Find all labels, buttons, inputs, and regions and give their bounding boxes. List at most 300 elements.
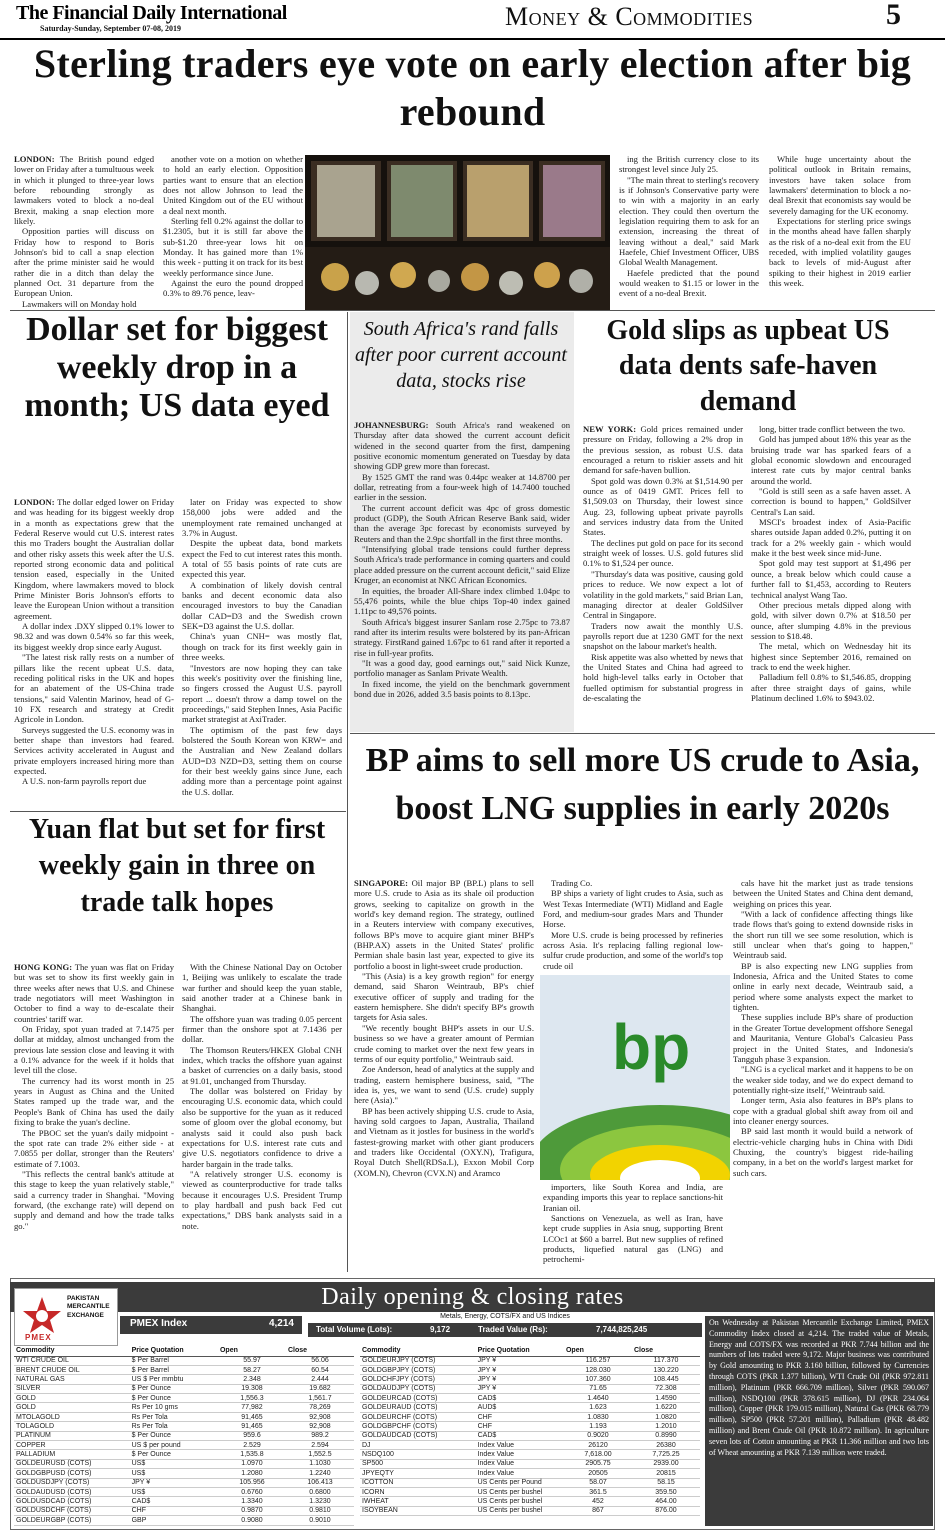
dollar-col-2 — [182, 497, 342, 810]
table-cell: 0.6760 — [218, 1487, 286, 1496]
table-cell: MTOLAGOLD — [14, 1412, 130, 1421]
table-cell: 2905.75 — [564, 1459, 632, 1468]
table-cell: 117.370 — [632, 1356, 700, 1365]
table-cell: US $ per pound — [130, 1441, 218, 1450]
table-cell: 1,535.8 — [218, 1450, 286, 1459]
story-paragraph: In equities, the broader All-Share index climbed 1.04pc to 55,476 points, while the blue chips Top-40 index gained 1.11pc to 49,576 points. — [354, 585, 570, 617]
table-cell: 1.0830 — [564, 1412, 632, 1421]
table-cell: BRENT CRUDE OIL — [14, 1365, 130, 1374]
table-row — [14, 1384, 354, 1393]
table-cell: 959.6 — [218, 1431, 286, 1440]
table-cell: 1.4640 — [564, 1394, 632, 1403]
cash-drawer-photo — [305, 155, 610, 310]
story-paragraph: Trading Co. — [551, 878, 593, 888]
table-cell: SP500 — [360, 1459, 476, 1468]
story-paragraph: China's yuan CNH= was mostly flat, though on track for its first weekly gain in three weeks. — [182, 631, 342, 663]
table-row — [360, 1487, 700, 1496]
story-paragraph: "This reflects the central bank's attitude at this stage to keep the yuan relatively stable," said a currency trader in Shanghai. "Moving forward, (the exchange rate) will depend on supply and demand and how the trade talks go." — [14, 1168, 174, 1231]
table-cell: 2.444 — [286, 1375, 354, 1384]
story-paragraph: In fixed income, the yield on the benchmark government bond due in 2026, added 3.5 basis points to 8.13pc. — [354, 678, 570, 699]
table-row — [14, 1403, 354, 1412]
story-paragraph: The optimism of the past few days bolstered the South Korean won KRW= and the Australian and New Zealand dollars AUD=D3 NZD=D3, setting them on course for their best weekly gains since June, each adding more than a percentage point against the U.S. dollar. — [182, 724, 342, 797]
table-cell: 1,552.5 — [286, 1450, 354, 1459]
index-label: PMEX Index — [130, 1318, 188, 1329]
table-cell: 92,908 — [286, 1422, 354, 1431]
table-row — [14, 1431, 354, 1440]
traded-label: Traded Value (Rs): — [478, 1325, 548, 1334]
story-paragraph: Longer term, Asia also features in BP's plans to cope with a gradual global shift away from oil and into cleaner energy sources. — [733, 1095, 913, 1126]
story-paragraph: BP ships a variety of light crudes to Asia, such as West Texas Intermediate (WTI) Midland and Eagle Ford, and medium-sour grades Mars and Thunder Horse. — [543, 888, 723, 930]
table-cell: $ Per Ounce — [130, 1431, 218, 1440]
table-cell: 0.8990 — [632, 1431, 700, 1440]
story-paragraph: another vote on a motion on whether to hold an early election. Opposition parties want to ensure that an election does not allow Johnson to lead the United Kingdom out of the EU without a deal next month. — [163, 154, 303, 216]
table-cell: 1.4590 — [632, 1394, 700, 1403]
table-cell: 867 — [564, 1506, 632, 1515]
table-row — [360, 1384, 700, 1393]
story-paragraph: importers, like South Korea and India, are expanding imports this year to replace sanctions-hit Iranian oil. — [543, 1182, 723, 1213]
table-cell: GOLDEURCAD (COTS) — [360, 1394, 476, 1403]
table-cell: 58.07 — [564, 1478, 632, 1487]
table-cell: 464.00 — [632, 1497, 700, 1506]
table-cell: GOLDCHFJPY (COTS) — [360, 1375, 476, 1384]
table-row — [14, 1450, 354, 1459]
story-paragraph: Opposition parties will discuss on Friday how to respond to Boris Johnson's bid to call a snap election after the prime minister said he would rather die in a ditch than delay the planned Oct. 31 departure from the European Union. — [14, 226, 154, 299]
story-paragraph: Sterling fell 0.2% against the dollar to $1.2305, but it is still far above the sub-$1.20 three-year lows hit on Monday. It has gained more than 1% this week - putting it on track for its best weekly performance since June. — [163, 216, 303, 278]
table-cell: 0.6800 — [286, 1487, 354, 1496]
table-cell: GOLDUSDJPY (COTS) — [14, 1478, 130, 1487]
story-paragraph: More U.S. crude is being processed by refineries across Asia. It's replacing falling regional low-sulfur crude production, and some of the world's top crude oil — [543, 929, 723, 971]
story-paragraph: The metal, which on Wednesday hit its highest since September 2016, remained on track to end the week higher. — [751, 641, 911, 672]
story-paragraph: later on Friday was expected to show 158,000 jobs were added and the unemployment rate remained unchanged at 3.7% in August. — [182, 497, 342, 539]
table-row — [14, 1365, 354, 1374]
story-paragraph: A combination of likely dovish central banks and decent economic data also encouraged investors to buy the Canadian dollar CAD=D3 and the Swedish crown SEK=D3 against the U.S. dollar. — [182, 579, 342, 632]
story-paragraph: "We recently bought BHP's assets in our U.S. business so we have a greater amount of Permian crude coming to market over the next few years in terms of our equity portfolio," Weintraub said. — [354, 1022, 534, 1064]
table-cell: 19.308 — [218, 1384, 286, 1393]
yuan-col-1 — [14, 962, 174, 1270]
table-cell: 1.6220 — [632, 1403, 700, 1412]
table-row — [14, 1356, 354, 1365]
table-cell: 876.00 — [632, 1506, 700, 1515]
table-cell: JPYEQTY — [360, 1469, 476, 1478]
table-row — [14, 1497, 354, 1506]
table-cell: GOLDEURCHF (COTS) — [360, 1412, 476, 1421]
table-cell: NATURAL GAS — [14, 1375, 130, 1384]
dateline: SINGAPORE: — [354, 878, 412, 888]
table-cell: GOLDEURGBP (COTS) — [14, 1516, 130, 1525]
table-cell: Index Value — [476, 1441, 564, 1450]
sterling-col-4 — [769, 154, 911, 309]
table-cell: 0.9810 — [286, 1506, 354, 1515]
table-cell: AUD$ — [476, 1403, 564, 1412]
bp-logo-text: bp — [612, 1011, 691, 1083]
table-cell: 7,725.25 — [632, 1450, 700, 1459]
table-cell: 1,556.3 — [218, 1394, 286, 1403]
table-cell: CAD$ — [476, 1431, 564, 1440]
table-cell: Rs Per Tola — [130, 1412, 218, 1421]
table-cell: $ Per Barrel — [130, 1365, 218, 1374]
yuan-col-2 — [182, 962, 342, 1270]
table-row — [360, 1469, 700, 1478]
table-cell: 128.030 — [564, 1365, 632, 1374]
table-row — [360, 1431, 700, 1440]
table-row — [360, 1506, 700, 1515]
dateline: JOHANNESBURG: — [354, 420, 436, 430]
dollar-headline: Dollar set for biggest weekly drop in a month; US data eyed — [24, 311, 330, 425]
table-row — [14, 1469, 354, 1478]
table-cell: US Cents per bushel — [476, 1487, 564, 1496]
table-row — [14, 1441, 354, 1450]
table-cell: 92,908 — [286, 1412, 354, 1421]
story-paragraph: BP has been actively shipping U.S. crude to Asia, having sold cargoes to Japan, Australia, Thailand and Vietnam as it jostles for business in the world's fastest-growing market with other giant producers and traders like Occidental (OXY.N), Trafigura, Royal Dutch Shell(RDSa.L), Exxon Mobil Corp (XOM.N), Chevron (CVX.N) and Aramco — [354, 1105, 534, 1178]
table-cell: 130.220 — [632, 1365, 700, 1374]
story-paragraph: Sanctions on Venezuela, as well as Iran, have kept crude supplies in Asia snug, supporting Brent LCOc1 at $60 a barrel. But new supplies of refined products, liquefied natural gas (LNG) and petrochemi- — [543, 1213, 723, 1265]
table-row — [14, 1478, 354, 1487]
table-cell: GOLDUSDCHF (COTS) — [14, 1506, 130, 1515]
table-cell: 2.348 — [218, 1375, 286, 1384]
table-cell: GOLDEURUSD (COTS) — [14, 1459, 130, 1468]
table-cell: 71.65 — [564, 1384, 632, 1393]
story-paragraph: MSCI's broadest index of Asia-Pacific shares outside Japan added 0.2%, putting it on track for a 2% weekly gain - which would make it the best week since mid-June. — [751, 517, 911, 559]
table-cell: 58.15 — [632, 1478, 700, 1487]
table-cell: 107.360 — [564, 1375, 632, 1384]
table-cell: $ Per Ounce — [130, 1394, 218, 1403]
volume-bar — [308, 1323, 702, 1337]
table-cell: US$ — [130, 1469, 218, 1478]
table-cell: $ Per Ounce — [130, 1450, 218, 1459]
story-paragraph: The dollar was bolstered on Friday by encouraging U.S. economic data, which could also be supportive for the yuan as it reduced some of gloom over the global economy, but analysts said it could also push back expectations for U.S. interest rate cuts and give U.S. negotiators confidence to drive a harder bargain in the trade talks. — [182, 1086, 342, 1169]
story-paragraph: Palladium fell 0.8% to $1,546.85, dropping after three straight days of gains, while Platinum declined 1.6% to $943.02. — [751, 672, 911, 703]
bp-col-2 — [543, 878, 723, 973]
table-cell: 1.2010 — [632, 1422, 700, 1431]
table-cell: 2.529 — [218, 1441, 286, 1450]
table-cell: GOLD — [14, 1403, 130, 1412]
table-cell: Index Value — [476, 1459, 564, 1468]
table-cell: 7,618.00 — [564, 1450, 632, 1459]
story-paragraph: With the Chinese National Day on October 1, Beijing was unlikely to escalate the trade war further and should keep the yuan stable, said another trader at a Chinese bank in Shanghai. — [182, 962, 342, 1014]
story-paragraph: The current account deficit was 4pc of gross domestic product (GDP), the South African Reserve Bank said, wider than the average 3pc forecast by economists surveyed by Reuters and than the 2.9pc shortfall in the first three months. — [354, 502, 570, 544]
table-row — [360, 1365, 700, 1374]
table-row — [360, 1478, 700, 1487]
table-cell: US$ — [130, 1459, 218, 1468]
sterling-headline: Sterling traders eye vote on early election after big rebound — [33, 41, 912, 134]
table-cell: 0.9020 — [564, 1431, 632, 1440]
table-cell: 20815 — [632, 1469, 700, 1478]
story-paragraph: Zoe Anderson, head of analytics at the supply and trading, eastern hemisphere business, said, "The idea is, yes, we want to send (U.S. crude) supply here (Asia)." — [354, 1064, 534, 1106]
gold-col-1 — [583, 424, 743, 732]
bp-sign-photo — [540, 975, 730, 1180]
table-cell: CHF — [476, 1422, 564, 1431]
pmex-logo-text: PAKISTAN MERCANTILE EXCHANGE — [67, 1295, 110, 1319]
table-cell: JPY ¥ — [476, 1365, 564, 1374]
table-cell: 1.3340 — [218, 1497, 286, 1506]
story-paragraph: BP said last month it would build a network of electric-vehicle charging hubs in China with Didi Chuxing, the country's biggest ride-hailing company, in a bet on the world's largest market for such cars. — [733, 1126, 913, 1178]
table-cell: ISOYBEAN — [360, 1506, 476, 1515]
story-paragraph: LONDON: The dollar edged lower on Friday and was heading for its biggest weekly drop in a month as expectations grew that the Federal Reserve would cut U.S. interest rates this mo Traders bought the Australian dollar and other risky assets this week after the U.S. reported strong economic data and political tension eased, especially in the United Kingdom, where lawmakers moved to block Prime Minister Boris Johnson's efforts to leave the European Union without a transition agreement. — [14, 497, 174, 621]
table-cell: 116.257 — [564, 1356, 632, 1365]
story-paragraph: "The latest risk rally rests on a number of pillars like the recent upbeat U.S. data, receding political risks in the UK and hopes for an abatement of the US-China trade tensions," said Valentin Marinov, head of G-10 FX research and strategy at Credit Agricole in London. — [14, 652, 174, 725]
table-cell: 20505 — [564, 1469, 632, 1478]
table-cell: PALLADIUM — [14, 1450, 130, 1459]
bp-col-3 — [733, 878, 913, 1270]
table-cell: 1.2240 — [286, 1469, 354, 1478]
story-paragraph: Expectations for sterling price swings in the months ahead have fallen sharply as the risk of a no-deal exit from the EU receded, with implied volatility gauges back to levels of mid-August after spiking to their highest in 2019 earlier this week. — [769, 216, 911, 289]
bp-col-1 — [354, 878, 534, 1270]
table-cell: 361.5 — [564, 1487, 632, 1496]
table-cell: CHF — [130, 1506, 218, 1515]
story-paragraph: While huge uncertainty about the political outlook in Britain remains, investors have taken solace from lawmakers' determination to block a no-deal Brexit that economists say would be severely damaging for the UK economy. — [769, 154, 911, 216]
table-cell: US $ Per mmbtu — [130, 1375, 218, 1384]
traded-value: 7,744,825,245 — [596, 1325, 648, 1334]
table-cell: JPY ¥ — [130, 1478, 218, 1487]
table-cell: 55.97 — [218, 1356, 286, 1365]
table-cell: 1.193 — [564, 1422, 632, 1431]
sa-headline: South Africa's rand falls after poor current account data, stocks rise — [354, 318, 567, 392]
page-number: 5 — [886, 0, 901, 31]
story-paragraph: ing the British currency close to its strongest level since July 25. — [619, 154, 759, 175]
table-cell: 2939.00 — [632, 1459, 700, 1468]
rates-title: Daily opening & closing rates — [10, 1282, 935, 1312]
sa-col — [354, 420, 570, 730]
story-paragraph: cals have hit the market just as trade tensions between the United States and China dent demand, weighing on prices this year. — [733, 878, 913, 909]
column-header: Price Quotation — [130, 1346, 218, 1356]
table-cell: 60.54 — [286, 1365, 354, 1374]
table-cell: 19.682 — [286, 1384, 354, 1393]
table-row — [360, 1450, 700, 1459]
section-title: Money & Commodities — [505, 2, 754, 31]
table-cell: US$ — [130, 1487, 218, 1496]
story-paragraph: A U.S. non-farm payrolls report due — [22, 776, 147, 787]
pmex-logo-abbr: PMEX — [25, 1333, 52, 1342]
table-row — [360, 1459, 700, 1468]
table-cell: 72.308 — [632, 1384, 700, 1393]
table-cell: Index Value — [476, 1469, 564, 1478]
metals-label: Metals, Energy, COTS/FX and US Indices — [440, 1313, 570, 1320]
table-cell: GOLDEURJPY (COTS) — [360, 1356, 476, 1365]
yuan-headline: Yuan flat but set for first weekly gain in three on trade talk hopes — [28, 814, 326, 918]
table-cell: 1,561.7 — [286, 1394, 354, 1403]
paper-name: The Financial Daily International — [16, 2, 287, 24]
story-paragraph: A dollar index .DXY slipped 0.1% lower to 98.32 and was down 0.54% so far this week, its biggest weekly drop since early August. — [14, 621, 174, 652]
sterling-col-1 — [14, 154, 154, 309]
table-cell: SILVER — [14, 1384, 130, 1393]
table-cell: GOLDAUDJPY (COTS) — [360, 1384, 476, 1393]
story-paragraph: Other precious metals dipped along with gold, with silver down 0.7% at $18.50 per ounce, after slumping 4.8% in the previous session to $18.48. — [751, 599, 911, 641]
pmex-logo — [14, 1288, 118, 1346]
story-paragraph: On Friday, spot yuan traded at 7.1475 per dollar at midday, almost unchanged from the previous late session close and leaving it with a 0.1% advance for the week if it holds that level till the close. — [14, 1024, 174, 1076]
bp-col-2b — [543, 1182, 723, 1270]
story-paragraph: "Thursday's data was positive, causing gold prices to reduce. We now expect a lot of volatility in the gold markets," said Brian Lan, managing director at dealer GoldSilver Central in Singapore. — [583, 568, 743, 621]
story-paragraph: "LNG is a cyclical market and it happens to be on the weaker side today, and we do expect demand to potentially right-size itself," Weintraub said. — [733, 1064, 913, 1095]
table-row — [14, 1506, 354, 1515]
table-cell: 56.06 — [286, 1356, 354, 1365]
table-cell: GOLDEURAUD (COTS) — [360, 1403, 476, 1412]
table-row — [14, 1487, 354, 1496]
story-paragraph: The currency had its worst month in 25 years in August as China and the United States ramped up the trade war, and the People's Bank of China has used the daily fixing to brake the yuan's decline. — [14, 1075, 174, 1128]
column-header: Close — [632, 1346, 700, 1356]
column-header: Commodity — [14, 1346, 130, 1356]
table-cell: GOLDGBPUSD (COTS) — [14, 1469, 130, 1478]
gold-headline: Gold slips as upbeat US data dents safe-haven demand — [606, 315, 890, 417]
pmex-emblem-icon — [17, 1295, 67, 1335]
table-cell: COPPER — [14, 1441, 130, 1450]
story-paragraph: Gold has jumped about 18% this year as the bruising trade war has sparked fears of a global economic slowdown and encouraged interest rate cuts by major central banks around the world. — [751, 434, 911, 486]
table-row — [360, 1356, 700, 1365]
column-header: Close — [286, 1346, 354, 1356]
story-paragraph: Against the euro the pound dropped 0.3% to 89.76 pence, leav- — [163, 278, 303, 299]
story-paragraph: Surveys suggested the U.S. economy was in better shape than investors had feared. Services activity accelerated in August and private employers increased hiring more than expected. — [14, 724, 174, 776]
table-cell: GBP — [130, 1516, 218, 1525]
story-paragraph: Risk appetite was also whetted by news that the United States and China had agreed to hold high-level talks early in October that fuelled optimism for substantial progress in de-escalating the — [583, 651, 743, 703]
table-cell: Rs Per Tola — [130, 1422, 218, 1431]
table-cell: 91,465 — [218, 1412, 286, 1421]
column-header: Price Quotation — [476, 1346, 564, 1356]
story-paragraph: Traders now await the monthly U.S. payrolls report due at 1230 GMT for the next snapshot on the labour market's health. — [583, 620, 743, 652]
story-paragraph: JOHANNESBURG: South Africa's rand weakened on Thursday after data showed the current account deficit widened in the second quarter from the first, dampening positive economic momentum generated on Tuesday by data showing GDP grew more than forecast. — [354, 420, 570, 472]
table-cell: GOLDGBPCHF (COTS) — [360, 1422, 476, 1431]
story-paragraph: "Investors are now hoping they can take this week's positivity over the finishing line, so fingers crossed the August U.S. payroll report ... doesn't throw a damp towel on the proceedings," said Stephen Innes, Asia Pacific market strategist at AxiTrader. — [182, 662, 342, 725]
story-paragraph: "Gold is still seen as a safe haven asset. A correction is bound to happen," GoldSilver Central's Lan said. — [751, 486, 911, 517]
story-paragraph: South Africa's biggest insurer Sanlam rose 2.75pc to 73.87 rand after its interim results were bolstered by its pan-African strategy. FirstRand gained 1.67pc to 61 rand after it reported a rise in full-year profits. — [354, 616, 570, 658]
rates-table-left — [14, 1346, 354, 1526]
table-row — [360, 1394, 700, 1403]
index-bar — [120, 1316, 302, 1334]
table-cell: 1.0820 — [632, 1412, 700, 1421]
table-cell: 0.9010 — [286, 1516, 354, 1525]
table-cell: CAD$ — [476, 1394, 564, 1403]
table-cell: ICOTTON — [360, 1478, 476, 1487]
story-paragraph: By 1525 GMT the rand was 0.44pc weaker at 14.8700 per dollar, retreating from a four-week high of 14.7400 touched earlier in the session. — [354, 471, 570, 503]
story-paragraph: Despite the upbeat data, bond markets expect the Fed to cut interest rates this month. A total of 55 basis points of rate cuts are expected this year. — [182, 538, 342, 580]
table-cell: 26380 — [632, 1441, 700, 1450]
story-paragraph: long, bitter trade conflict between the two. — [759, 424, 906, 434]
table-cell: JPY ¥ — [476, 1384, 564, 1393]
story-paragraph: "A relatively stronger U.S. economy is viewed as counterproductive for trade talks because it encourages U.S. President Trump to play hardball and push back Fed cut expectations," DBS bank analysts said in a note. — [182, 1168, 342, 1231]
story-paragraph: Spot gold may test support at $1,496 per ounce, a break below which could cause a further fall to $1,453, according to Reuters technical analyst Wang Tao. — [751, 558, 911, 600]
table-row — [14, 1375, 354, 1384]
table-cell: 1.2080 — [218, 1469, 286, 1478]
table-row — [14, 1422, 354, 1431]
story-paragraph: The Thomson Reuters/HKEX Global CNH index, which tracks the offshore yuan against a basket of currencies on a daily basis, stood at 91.01, unchanged from Thursday. — [182, 1044, 342, 1086]
table-cell: 106.413 — [286, 1478, 354, 1487]
table-cell: ICORN — [360, 1487, 476, 1496]
table-cell: 105.956 — [218, 1478, 286, 1487]
table-cell: 58.27 — [218, 1365, 286, 1374]
table-cell: 1.0970 — [218, 1459, 286, 1468]
dateline: HONG KONG: — [14, 962, 75, 972]
table-row — [360, 1422, 700, 1431]
index-value: 4,214 — [268, 1318, 294, 1329]
table-cell: TOLAGOLD — [14, 1422, 130, 1431]
story-paragraph: BP is also expecting new LNG supplies from Indonesia, Africa and the United States to come online in early next decade, Weintraub said, a period where some analysts expect the market to tighten. — [733, 960, 913, 1013]
story-paragraph: "This (Asia) is a key growth region" for energy demand, said Sharon Weintraub, BP's chief executive officer of supply and trading for the eastern hemisphere. She didn't specify BP's growth targets for Asia sales. — [354, 971, 534, 1023]
table-cell: WTI CRUDE OIL — [14, 1356, 130, 1365]
story-paragraph: The PBOC set the yuan's daily midpoint - the spot rate can trade 2% either side - at 7.0855 per dollar, stronger than the Reuters' estimate of 7.1003. — [14, 1127, 174, 1169]
table-cell: 452 — [564, 1497, 632, 1506]
story-paragraph: Spot gold was down 0.3% at $1,514.90 per ounce as of 0419 GMT. Prices fell to $1,509.03 on Thursday, their lowest since Aug. 23, following upbeat private payrolls and services industry data from the United States. — [583, 475, 743, 538]
story-paragraph: SINGAPORE: Oil major BP (BP.L) plans to sell more U.S. crude to Asia as its shale oil production grows, seeking to capitalize on growth in the world's key demand region. The strategy, outlined in a Reuters interview with company executives, follows BP's move to acquire giant miner BHP's (BHP.AX) assets in the United States' prolific Permian shale basin last year, expected to give its portfolio a boost in light-sweet crude production. — [354, 878, 534, 971]
table-cell: 359.50 — [632, 1487, 700, 1496]
issue-date: Saturday-Sunday, September 07-08, 2019 — [40, 24, 181, 33]
dateline: NEW YORK: — [583, 424, 641, 434]
table-row — [360, 1403, 700, 1412]
gold-col-2 — [751, 424, 911, 732]
table-cell: GOLD — [14, 1394, 130, 1403]
table-cell: 1.623 — [564, 1403, 632, 1412]
dateline: LONDON: — [14, 497, 58, 507]
table-cell: JPY ¥ — [476, 1356, 564, 1365]
pmex-summary: On Wednesday at Pakistan Mercantile Exchange Limited, PMEX Commodity Index closed at 4,214. The traded value of Metals, Energy and COTS/FX was recorded at PKR 7.744 billion and the numbers of lots traded were 9,172. Major business was contributed by Gold amounting to PKR 3.160 billion, followed by Currencies through COTS (PKR 1.377 billion), WTI Crude Oil (PKR 972.811 million), Platinum (PKR 666.709 million), Silver (PKR 590.067 million), NSDQ100 (PKR 378.615 million), DJ (PKR 234.064 million), Copper (PKR 179.015 million), Natural Gas (PKR 68.779 million), SP500 (PKR 57.201 million), Palladium (PKR 48.482 million) and Brent Crude Oil (PKR 10.872 million). In agriculture seven lots of Cotton amounting at PKR 11.366 million and two lots of Wheat amounting at PKR 7.139 million were traded. — [705, 1316, 933, 1526]
story-paragraph: "It was a good day, good earnings out," said Nick Kunze, portfolio manager as Sanlam Private Wealth. — [354, 657, 570, 679]
table-cell: CAD$ — [130, 1497, 218, 1506]
table-cell: CHF — [476, 1412, 564, 1421]
table-cell: PLATINUM — [14, 1431, 130, 1440]
table-cell: 26120 — [564, 1441, 632, 1450]
table-cell: GOLDAUDCAD (COTS) — [360, 1431, 476, 1440]
sterling-col-2 — [163, 154, 303, 309]
table-cell: 0.9080 — [218, 1516, 286, 1525]
story-paragraph: HONG KONG: The yuan was flat on Friday but was set to show its first weekly gain in three weeks after news that U.S. and Chinese trade negotiators will meet Washington in October to find a way to de-escalate their countries' tariff war. — [14, 962, 174, 1024]
table-cell: US Cents per Pound — [476, 1478, 564, 1487]
table-cell: 77,982 — [218, 1403, 286, 1412]
table-cell: IWHEAT — [360, 1497, 476, 1506]
story-paragraph: "Intensifying global trade tensions could further depress South Africa's trade performance in coming quarters and could place added pressure on the current account deficit," said Elize Kruger, an economist at NKC African Economics. — [354, 544, 570, 586]
table-cell: 2.594 — [286, 1441, 354, 1450]
story-paragraph: Haefele predicted that the pound would weaken to $1.15 or lower in the event of a no-deal Brexit. — [619, 267, 759, 299]
column-header: Commodity — [360, 1346, 476, 1356]
table-cell: 78,269 — [286, 1403, 354, 1412]
table-cell: $ Per Barrel — [130, 1356, 218, 1365]
story-paragraph: These supplies include BP's share of production in the Greater Tortue development offshore Senegal and Mauritania, Venture Global's Calcasieu Pass project in the United States, and Indonesia's Tangguh phase 3 expansion. — [733, 1012, 913, 1064]
table-cell: 108.445 — [632, 1375, 700, 1384]
story-paragraph: "The main threat to sterling's recovery is if Johnson's Conservative party were to win with a majority in an early election. They could then overturn the legislation requiring them to ask for an extension, increasing the threat of leaving without a deal," said Mark Haefele, Chief Investment Officer, UBS Global Wealth Management. — [619, 174, 759, 268]
table-row — [360, 1412, 700, 1421]
table-row — [14, 1516, 354, 1525]
table-cell: 1.1030 — [286, 1459, 354, 1468]
column-header: Open — [218, 1346, 286, 1356]
story-paragraph: The offshore yuan was trading 0.05 percent firmer than the onshore spot at 7.1436 per dollar. — [182, 1013, 342, 1045]
sterling-col-3 — [619, 154, 759, 309]
column-header: Open — [564, 1346, 632, 1356]
table-cell: US Cents per bushel — [476, 1506, 564, 1515]
volume-value: 9,172 — [430, 1325, 451, 1334]
bp-headline: BP aims to sell more US crude to Asia, boost LNG supplies in early 2020s — [365, 742, 920, 827]
table-cell: Index Value — [476, 1450, 564, 1459]
dateline: LONDON: — [14, 154, 60, 164]
table-row — [360, 1441, 700, 1450]
table-cell: JPY ¥ — [476, 1375, 564, 1384]
dollar-col-1 — [14, 497, 174, 810]
table-row — [14, 1412, 354, 1421]
table-row — [14, 1394, 354, 1403]
table-row — [360, 1375, 700, 1384]
story-paragraph: "With a lack of confidence affecting things like trade flows that's going to extend downside risks in the short run till we see some resolution, which is still unclear when that's going to happen," Weintraub said. — [733, 909, 913, 961]
table-cell: US Cents per bushel — [476, 1497, 564, 1506]
rates-table-right — [360, 1346, 700, 1516]
table-cell: DJ — [360, 1441, 476, 1450]
table-cell: Rs Per 10 gms — [130, 1403, 218, 1412]
table-row — [360, 1497, 700, 1506]
story-paragraph: The declines put gold on pace for its second straight week of losses. U.S. gold futures slid 0.1% to $1,524 per ounce. — [583, 537, 743, 569]
table-cell: NSDQ100 — [360, 1450, 476, 1459]
story-paragraph: NEW YORK: Gold prices remained under pressure on Friday, following a 2% drop in the previous session, as robust U.S. data encouraged a return to riskier assets and hit demand for safe-haven bullion. — [583, 424, 743, 476]
table-cell: 91,465 — [218, 1422, 286, 1431]
table-cell: 0.9870 — [218, 1506, 286, 1515]
table-cell: GOLDGBPJPY (COTS) — [360, 1365, 476, 1374]
table-row — [14, 1459, 354, 1468]
volume-label: Total Volume (Lots): — [316, 1325, 393, 1334]
table-cell: 989.2 — [286, 1431, 354, 1440]
table-cell: GOLDAUDUSD (COTS) — [14, 1487, 130, 1496]
